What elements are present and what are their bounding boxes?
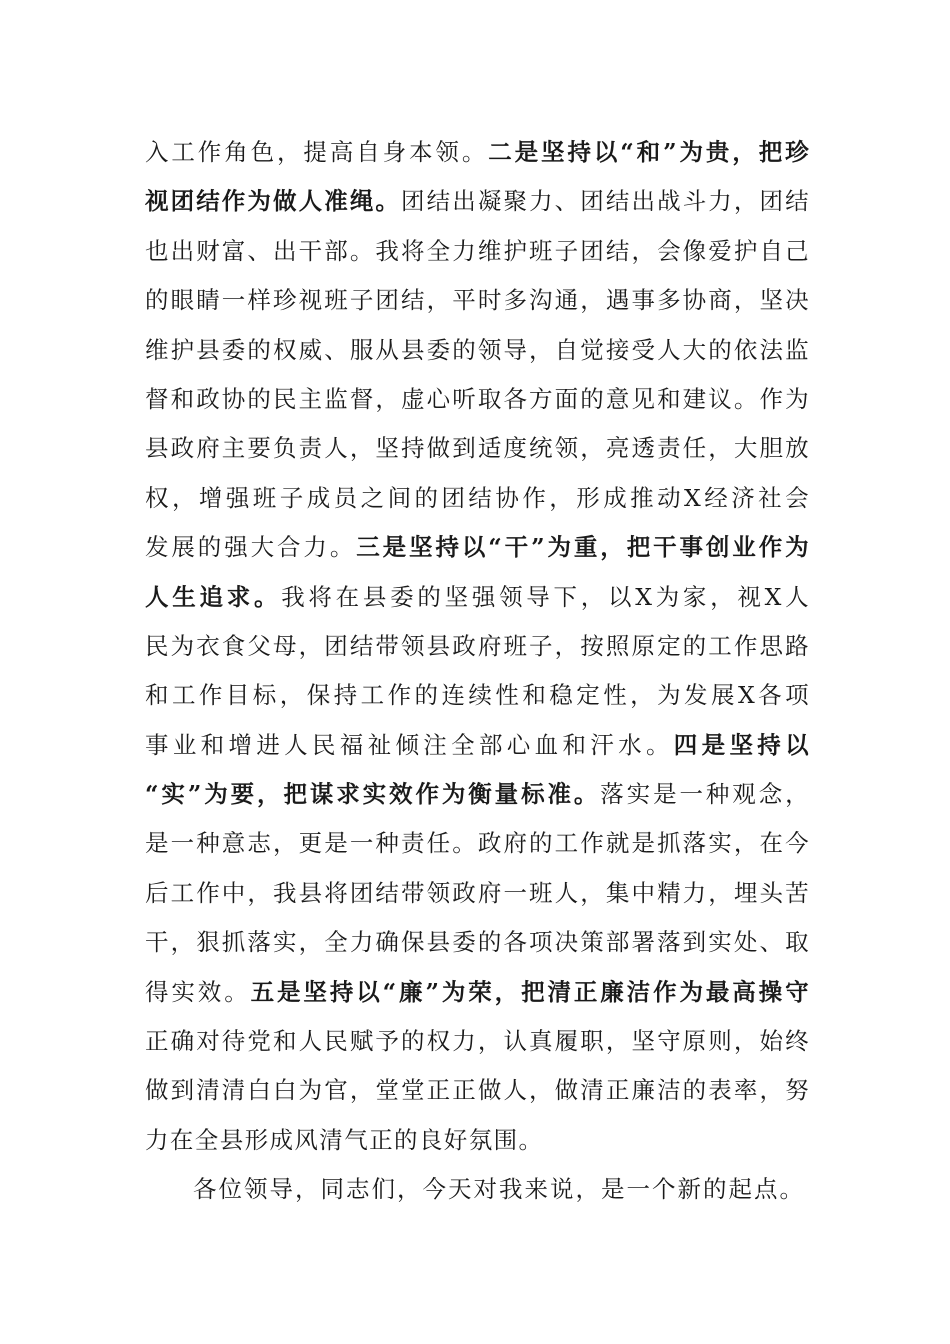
text-segment: 县政府主要负责人，坚持做到适度统领，亮透责任，大胆放 [145, 434, 810, 463]
text-segment: 力在全县形成风清气正的良好氛围。 [145, 1125, 544, 1154]
text-line [145, 721, 810, 770]
text-line [145, 968, 810, 1017]
text-line [145, 770, 810, 819]
text-line [145, 276, 810, 325]
text-segment: 干，狠抓落实，全力确保县委的各项决策部署落到实处、取 [145, 928, 810, 957]
text-segment: 事业和增进人民福祉倾注全部心血和汗水。 [145, 730, 674, 759]
bold-text-segment: 三是坚持以“干”为重，把干事创业作为 [356, 533, 811, 562]
text-line [145, 622, 810, 671]
bold-text-segment: 视团结作为做人准绳。 [145, 187, 402, 216]
text-segment: 入工作角色，提高自身本领。 [145, 138, 489, 166]
text-line [145, 424, 810, 473]
text-line [145, 819, 810, 868]
text-line [145, 1066, 810, 1115]
bold-text-segment: 四是坚持以 [673, 730, 811, 759]
text-segment: 督和政协的民主监督，虚心听取各方面的意见和建议。作为 [145, 384, 810, 413]
text-segment: 落实是一种观念， [600, 780, 810, 809]
text-segment: 做到清清白白为官，堂堂正正做人，做清正廉洁的表率，努 [145, 1076, 810, 1105]
text-line [145, 474, 810, 523]
text-segment: 的眼睛一样珍视班子团结，平时多沟通，遇事多协商，坚决 [145, 286, 810, 315]
text-line [145, 177, 810, 226]
bold-text-segment: 二是坚持以“和”为贵，把珍 [488, 138, 810, 166]
text-line [145, 326, 810, 375]
text-line [145, 523, 810, 572]
text-segment: 正确对待党和人民赋予的权力，认真履职，坚守原则，始终 [145, 1027, 810, 1056]
text-segment: 权，增强班子成员之间的团结协作，形成推动X经济社会 [145, 483, 810, 512]
text-segment: 民为衣食父母，团结带领县政府班子，按照原定的工作思路 [145, 631, 810, 660]
text-segment: 维护县委的权威、服从县委的领导，自觉接受人大的依法监 [145, 335, 810, 364]
text-segment: 也出财富、出干部。我将全力维护班子团结，会像爱护自己 [145, 236, 810, 265]
text-line [145, 227, 810, 276]
text-line [145, 671, 810, 720]
paragraph-closing: 各位领导，同志们，今天对我来说，是一个新的起点。 [193, 1175, 805, 1204]
text-segment: 团结出凝聚力、团结出战斗力，团结 [401, 187, 811, 216]
text-segment: 后工作中，我县将团结带领政府一班人，集中精力，埋头苦 [145, 878, 810, 907]
text-segment: 我将在县委的坚强领导下，以X为家，视X人 [281, 582, 811, 611]
text-line [145, 918, 810, 967]
text-line [145, 1017, 810, 1066]
paragraph-commitments [145, 128, 810, 1165]
bold-text-segment: 人生追求。 [145, 582, 282, 611]
text-line [145, 1116, 810, 1165]
text-segment: 和工作目标，保持工作的连续性和稳定性，为发展X各项 [145, 681, 810, 710]
text-segment: 发展的强大合力。 [145, 533, 357, 562]
text-line [145, 869, 810, 918]
body-text [145, 128, 810, 1215]
text-segment: 得实效。 [145, 977, 251, 1006]
bold-text-segment: 五是坚持以“廉”为荣，把清正廉洁作为最高操守 [250, 977, 810, 1006]
text-segment: 是一种意志，更是一种责任。政府的工作就是抓落实，在今 [145, 829, 810, 858]
bold-text-segment: “实”为要，把谋求实效作为衡量标准。 [145, 780, 601, 809]
text-line [145, 375, 810, 424]
text-line [145, 573, 810, 622]
text-line [145, 128, 810, 177]
